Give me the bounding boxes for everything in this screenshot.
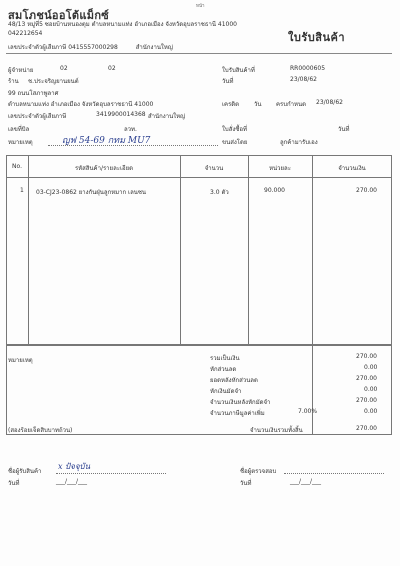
summary-divider: [312, 345, 313, 435]
col-header-no: No.: [12, 163, 22, 170]
remark-label: หมายเหตุ: [8, 357, 33, 364]
row-no: 1: [20, 187, 24, 194]
document-title: ใบรับสินค้า: [288, 31, 346, 44]
col-header-desc: รหัสสินค้า/รายละเอียด: [74, 165, 134, 172]
row-desc: 03-CJ23-0862 ยางกันฝุ่นลูกหมาก เลนซน: [36, 189, 147, 196]
summary-value-total: 270.00: [356, 425, 377, 432]
receipt-no-label: ใบรับสินค้าที่: [222, 67, 255, 74]
col-divider-3: [248, 155, 249, 345]
summary-label-after-discount: ยอดหลังหักส่วนลด: [210, 377, 258, 384]
receiver-date: ___/___/___: [56, 478, 88, 485]
vendor-branch: สำนักงานใหญ่: [148, 113, 186, 120]
header-divider: [6, 53, 392, 54]
ship-value: ลูกค้ามารับเอง: [280, 139, 318, 146]
note-label: หมายเหตุ: [8, 139, 33, 146]
summary-label-total: จำนวนเงินรวมทั้งสิ้น: [250, 427, 303, 434]
note-underline: [48, 145, 218, 146]
row-amount: 270.00: [356, 187, 377, 194]
vendor-code2: 02: [108, 65, 116, 72]
receipt-no: RR0000605: [290, 65, 326, 72]
company-phone: 042212654: [8, 30, 43, 37]
col-header-amount: จำนวนเงิน: [338, 165, 366, 172]
date-label: วันที่: [222, 78, 234, 85]
items-header-divider: [6, 177, 392, 178]
ship-label: ขนส่งโดย: [222, 139, 248, 146]
due-label: ครบกำหนด: [276, 101, 306, 108]
summary-value-deposit: 0.00: [364, 386, 378, 393]
checker-label: ชื่อผู้ตรวจสอบ: [240, 468, 277, 475]
checker-date-label: วันที่: [240, 480, 252, 487]
handwritten-note: ญฟ 54-69 กทม MU7: [62, 136, 151, 146]
col-divider-2: [180, 155, 181, 345]
summary-value-vat: 0.00: [364, 408, 378, 415]
summary-value-after-discount: 270.00: [356, 375, 377, 382]
summary-label-vat: จำนวนภาษีมูลค่าเพิ่ม: [210, 410, 265, 417]
company-tax-label: เลขประจำตัวผู้เสียภาษี: [8, 44, 67, 51]
summary-label-discount: หักส่วนลด: [210, 366, 237, 373]
po-date-label: วันที่: [338, 126, 350, 133]
summary-label-after-deposit: จำนวนเงินหลังหักมัดจำ: [210, 399, 271, 406]
col-header-qty: จำนวน: [204, 165, 224, 172]
invoice-label: เลขที่บิล: [8, 126, 30, 133]
company-name: สมโภชน์ออโต้แม็กซ์: [8, 9, 110, 22]
credit-label: เครดิต: [222, 101, 240, 108]
company-address: 48/13 หมู่ที่5 ซอยบ้านหนองตุม ตำบลหนามแท่ง อำเภอเมือง จังหวัดอุบลราชธานี 41000: [8, 21, 237, 28]
vendor-shop-name: ช.ประจริญยานยนต์: [28, 78, 79, 85]
row-qty: 3.0 ตัว: [210, 189, 229, 196]
company-branch: สำนักงานใหญ่: [135, 44, 173, 51]
date-value: 23/08/62: [290, 76, 317, 83]
due-date: 23/08/62: [316, 99, 343, 106]
vendor-code: 02: [60, 65, 68, 72]
summary-vat-rate: 7.00%: [298, 408, 318, 415]
amount-in-words: (สองร้อยเจ็ดสิบบาทถ้วน): [8, 427, 73, 434]
receiver-label: ชื่อผู้รับสินค้า: [8, 468, 42, 475]
invoice-value: ลวท.: [124, 126, 137, 133]
page-note: หน้า: [196, 4, 205, 9]
vendor-tax-label: เลขประจำตัวผู้เสียภาษี: [8, 113, 67, 120]
credit-unit: วัน: [254, 101, 262, 108]
summary-label-subtotal: รวมเป็นเงิน: [210, 355, 240, 362]
checker-date: ___/___/___: [290, 478, 322, 485]
vendor-shop-label: ร้าน: [8, 78, 19, 85]
po-label: ใบสั่งซื้อที่: [222, 126, 247, 133]
col-header-unit-price: หน่วยละ: [269, 165, 291, 172]
row-unit-price: 90.000: [264, 187, 285, 194]
vendor-address2: ตำบลหนามแท่ง อำเภอเมือง จังหวัดอุบลราชธานี 41000: [8, 101, 154, 108]
summary-label-deposit: หักเงินมัดจำ: [210, 388, 242, 395]
company-tax-line: [8, 42, 173, 52]
col-divider-1: [28, 155, 29, 345]
summary-box: [6, 345, 392, 435]
receiver-sign-line: [56, 473, 166, 474]
summary-value-discount: 0.00: [364, 364, 378, 371]
receiver-date-label: วันที่: [8, 480, 20, 487]
vendor-code-label: ผู้จำหน่าย: [8, 67, 34, 74]
items-table: [6, 155, 392, 345]
receiver-signature: x ปัจจุบัน: [58, 462, 91, 471]
summary-value-after-deposit: 270.00: [356, 397, 377, 404]
col-divider-4: [312, 155, 313, 345]
vendor-address1: 99 ถนนโสภาพูลาศ: [8, 90, 59, 97]
summary-value-subtotal: 270.00: [356, 353, 377, 360]
vendor-tax-id: 3419900014368: [96, 111, 146, 118]
checker-sign-line: [284, 473, 384, 474]
company-tax-id: 0415557000298: [68, 44, 118, 51]
